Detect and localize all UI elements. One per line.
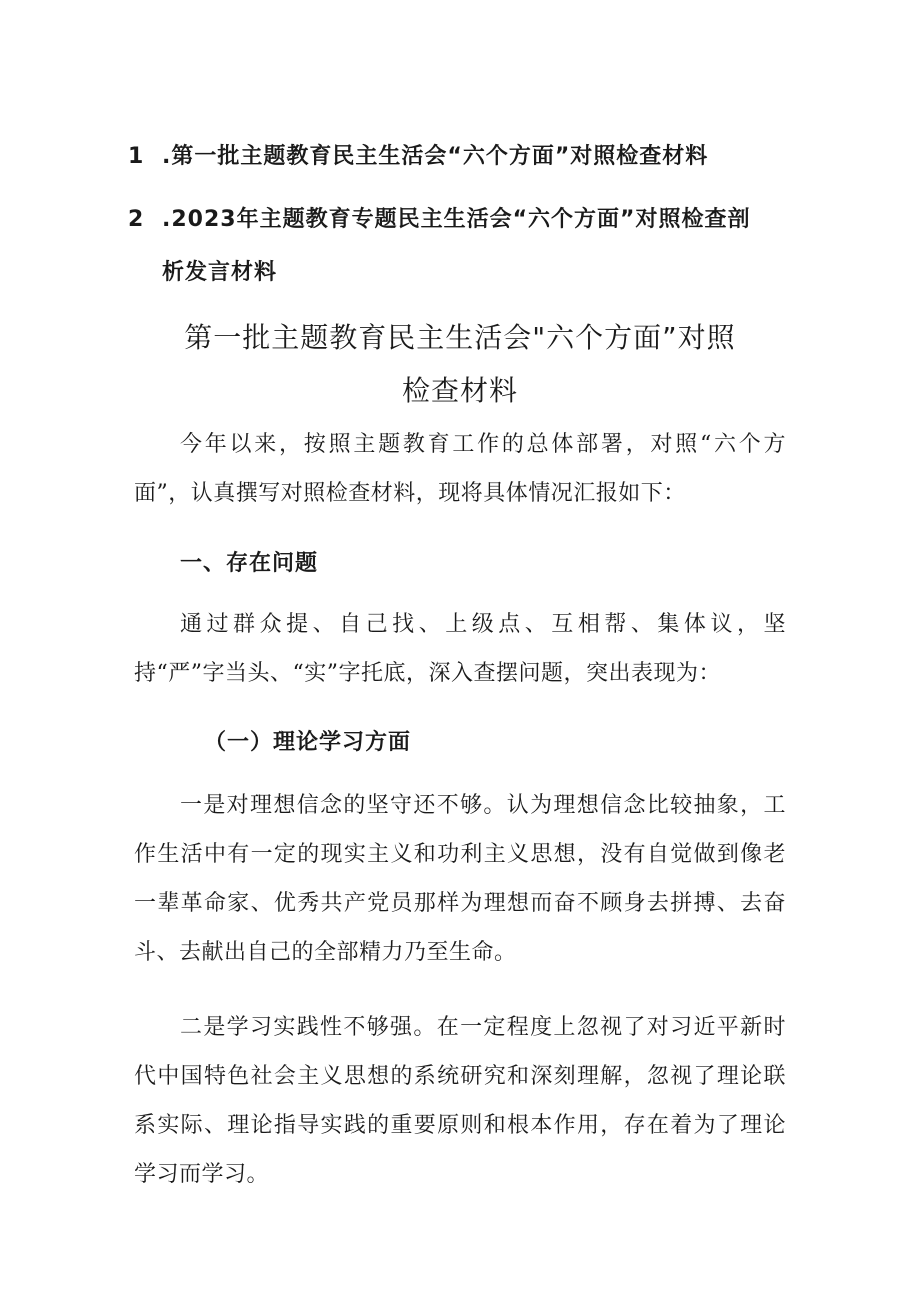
toc-item-number: 2 bbox=[128, 207, 145, 232]
paragraph-ideals: 一是对理想信念的坚守还不够。认为理想信念比较抽象，工作生活中有一定的现实主义和功利主义思想，没有自觉做到像老一辈革命家、优秀共产党员那样为理想而奋不顾身去拼搏、去奋斗、去献出自己的全部精力乃至生命。 bbox=[134, 793, 786, 965]
section-intro-paragraph: 通过群众提、自己找、上级点、互相帮、集体议，坚持“严”字当头、“实”字托底，深入查摆问题，突出表现为： bbox=[134, 612, 786, 686]
intro-paragraph: 今年以来，按照主题教育工作的总体部署，对照“六个方面”，认真撰写对照检查材料，现将具体情况汇报如下： bbox=[134, 432, 786, 506]
toc-item-2-continuation[interactable]: 析发言材料 bbox=[162, 260, 278, 285]
toc-item-number: 1 bbox=[128, 144, 145, 169]
toc-item-2[interactable] bbox=[128, 202, 751, 233]
section-heading-problems: 一、存在问题 bbox=[180, 551, 319, 576]
toc-item-text: .第一批主题教育民主生活会“六个方面”对照检查材料 bbox=[162, 144, 709, 169]
paragraph-practice: 二是学习实践性不够强。在一定程度上忽视了对习近平新时代中国特色社会主义思想的系统研究和深刻理解，忽视了理论联系实际、理论指导实践的重要原则和根本作用，存在着为了理论学习而学习。 bbox=[134, 1015, 786, 1187]
document-title-line-1: 第一批主题教育民主生活会"六个方面”对照 bbox=[184, 321, 736, 354]
document-title-line-2: 检查材料 bbox=[401, 374, 518, 407]
toc-item-1[interactable] bbox=[128, 139, 708, 170]
subsection-heading-theory-study: （一）理论学习方面 bbox=[204, 730, 412, 755]
toc-item-text: .2023年主题教育专题民主生活会“六个方面”对照检查剖 bbox=[162, 207, 751, 232]
